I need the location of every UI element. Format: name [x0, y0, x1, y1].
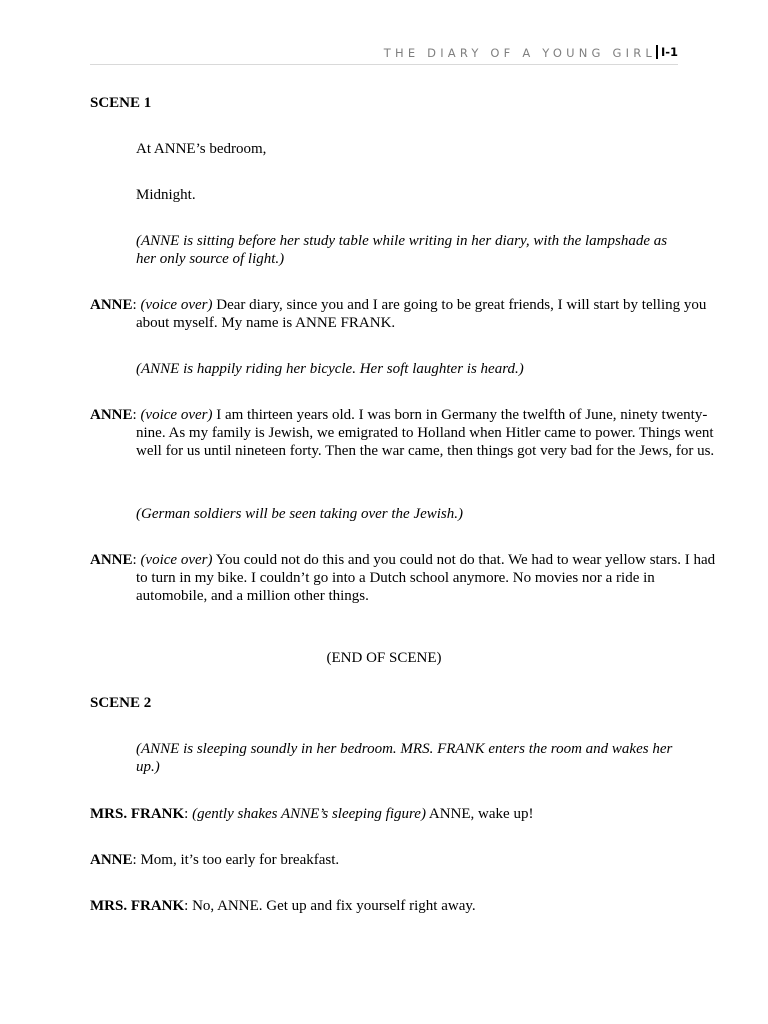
scene-1-setting-time: Midnight.: [136, 187, 196, 203]
page-header: [90, 44, 678, 65]
page-number: I-1: [656, 45, 678, 59]
stage-direction: (ANNE is sleeping soundly in her bedroom. MRS. FRANK enters the room and wakes her up.): [136, 741, 673, 775]
speaker-name: MRS. FRANK: [90, 898, 185, 914]
dialogue-line: [90, 851, 724, 869]
dialogue-text: No, ANNE. Get up and fix yourself right away.: [192, 898, 476, 914]
speaker-colon: :: [132, 552, 137, 568]
dialogue-text: You could not do this and you could not do that. We had to wear yellow stars. I had to turn in my bike. I couldn’t go into a Dutch school anymore. No movies nor a ride in automobile, and a million other things.: [136, 552, 716, 604]
parenthetical: (voice over): [140, 552, 213, 568]
end-of-scene: (END OF SCENE): [326, 650, 442, 666]
dialogue-text: Mom, it’s too early for breakfast.: [140, 852, 340, 868]
dialogue-text: ANNE, wake up!: [428, 806, 534, 822]
dialogue-line: [90, 296, 724, 332]
scene-2-heading: SCENE 2: [90, 695, 152, 711]
parenthetical: (voice over): [140, 407, 213, 423]
dialogue-line: [90, 551, 724, 605]
speaker-colon: :: [132, 407, 137, 423]
parenthetical: (voice over): [140, 297, 213, 313]
dialogue-text: Dear diary, since you and I are going to be great friends, I will start by telling you about myself. My name is ANNE FRANK.: [136, 297, 707, 331]
scene-1-heading: SCENE 1: [90, 95, 152, 111]
speaker-colon: :: [132, 297, 137, 313]
scene-1-setting-location: At ANNE’s bedroom,: [136, 141, 267, 157]
speaker-colon: :: [132, 852, 137, 868]
speaker-name: ANNE: [90, 297, 133, 313]
speaker-name: ANNE: [90, 852, 133, 868]
stage-direction: (German soldiers will be seen taking over the Jewish.): [136, 506, 464, 522]
speaker-colon: :: [184, 898, 189, 914]
dialogue-text: I am thirteen years old. I was born in Germany the twelfth of June, ninety twenty-nine. As my family is Jewish, we emigrated to Holland when Hitler came to power. Things went well for us until nineteen forty. Then the war came, then things got very bad for the Jews, for us.: [136, 407, 715, 459]
dialogue-line: [90, 897, 724, 915]
speaker-name: MRS. FRANK: [90, 806, 185, 822]
stage-direction: (ANNE is happily riding her bicycle. Her soft laughter is heard.): [136, 361, 524, 377]
speaker-colon: :: [184, 806, 189, 822]
dialogue-line: [90, 805, 724, 823]
dialogue-line: [90, 406, 724, 460]
parenthetical: (gently shakes ANNE’s sleeping figure): [192, 806, 426, 822]
speaker-name: ANNE: [90, 552, 133, 568]
header-title: THE DIARY OF A YOUNG GIRL: [383, 46, 656, 60]
speaker-name: ANNE: [90, 407, 133, 423]
stage-direction: (ANNE is sitting before her study table while writing in her diary, with the lampshade as her only source of light.): [136, 233, 668, 267]
